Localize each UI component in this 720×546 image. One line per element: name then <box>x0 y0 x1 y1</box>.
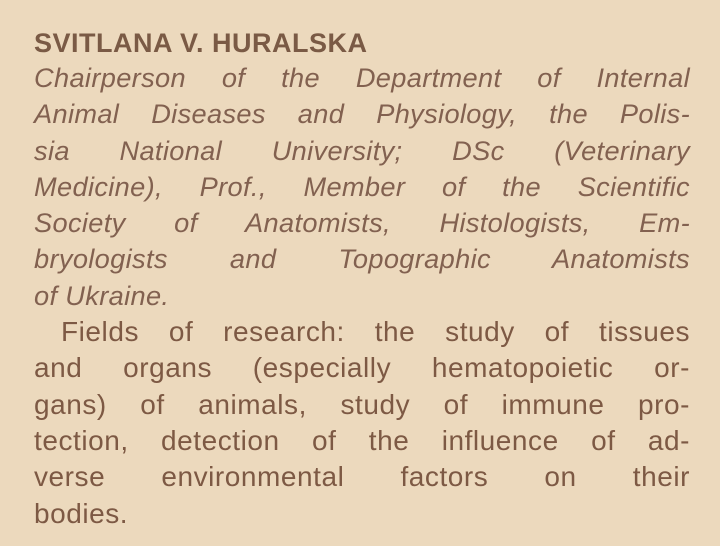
research-line: tection, detection of the influence of ad- <box>34 424 690 456</box>
position-line: Animal Diseases and Physiology, the Polis- <box>34 98 690 130</box>
position-line: bryologists and Topographic Anatomists <box>34 243 690 275</box>
research-fields <box>34 314 690 532</box>
author-position <box>34 60 690 314</box>
research-line: gans) of animals, study of immune pro- <box>34 388 690 420</box>
position-line: of Ukraine. <box>34 279 170 311</box>
research-line: verse environmental factors on their <box>34 461 690 493</box>
position-line: Chairperson of the Department of Internal <box>34 62 690 93</box>
research-line: Fields of research: the study of tissues <box>61 316 690 348</box>
position-line: sia National University; DSc (Veterinary <box>34 134 690 166</box>
research-line: and organs (especially hematopoietic or- <box>34 352 690 384</box>
author-bio <box>34 26 690 532</box>
research-line: bodies. <box>34 497 129 529</box>
position-line: Medicine), Prof., Member of the Scientific <box>34 170 690 202</box>
author-name: SVITLANA V. HURALSKA <box>34 28 368 58</box>
position-line: Society of Anatomists, Histologists, Em- <box>34 207 690 239</box>
